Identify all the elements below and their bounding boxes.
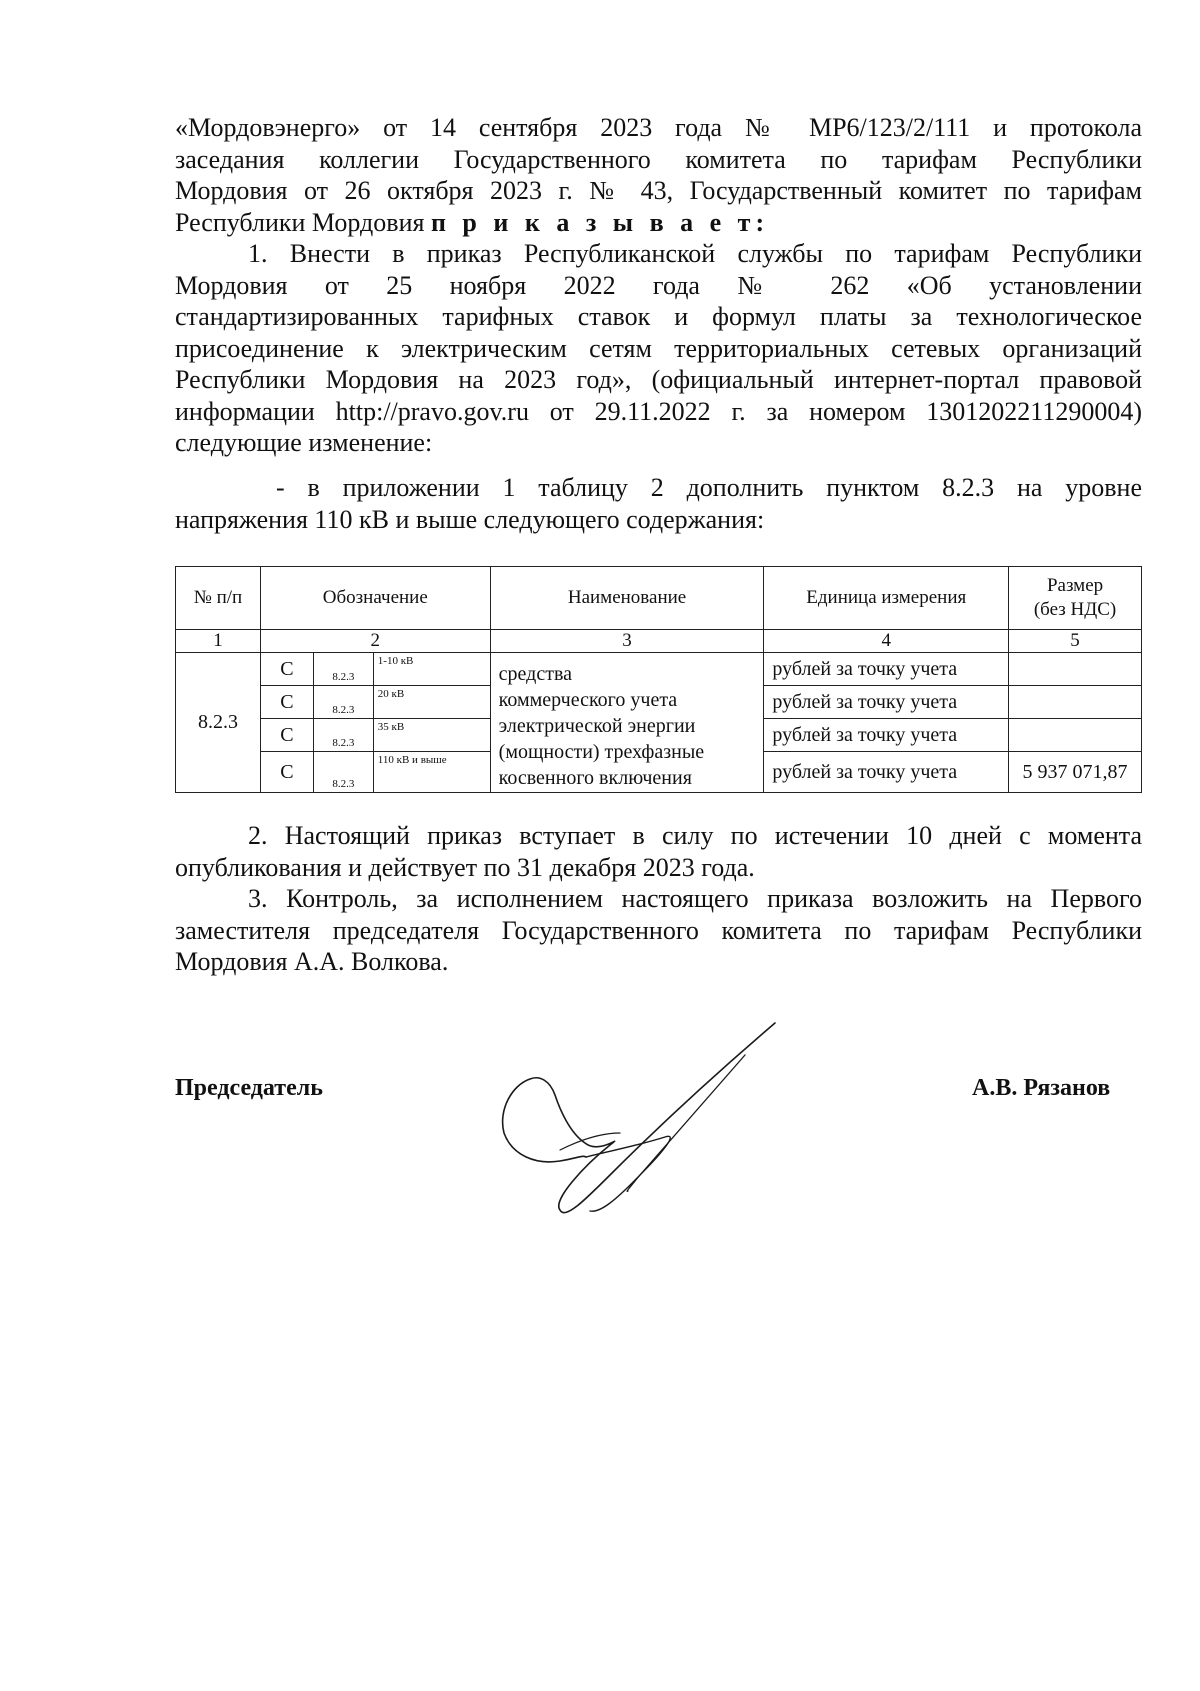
table-header-row [176, 567, 1142, 630]
text-line: Республики Мордовия на 2023 год», (официальный интернет-портал правовой [175, 365, 1142, 394]
text-line: напряжения 110 кВ и выше следующего содержания: [175, 504, 765, 534]
signer-position: Председатель [175, 1075, 323, 1101]
text-line: информации http://pravo.gov.ru от 29.11.2022 г. за номером 1301202211290004) [175, 396, 1142, 426]
item-2-paragraph [175, 820, 1142, 883]
name-line: косвенного включения [498, 767, 692, 789]
order-word: п р и к а з ы в а е т: [430, 207, 770, 237]
unit-cell: рублей за точку учета [764, 686, 1009, 719]
voltage-cell: 35 кВ [373, 719, 490, 752]
text-line: 1. Внести в приказ Республиканской службы по тарифам Республики [248, 239, 1142, 268]
item-3-paragraph [175, 883, 1142, 978]
text-line: заместителя председателя Государственного комитета по тарифам Республики [175, 915, 1142, 945]
text-line [175, 207, 1142, 239]
name-line: электрической энергии [498, 715, 696, 737]
name-line: коммерческого учета [498, 689, 678, 711]
text-fragment: Республики Мордовия [175, 207, 431, 237]
text-line: 3. Контроль, за исполнением настоящего приказа возложить на Первого [248, 884, 1142, 913]
item-1-sub-paragraph [175, 472, 1142, 535]
header-size-line2: (без НДС) [1033, 599, 1117, 620]
value-cell [1009, 653, 1142, 686]
header-cell-unit: Единица измерения [764, 567, 1009, 630]
text-line: стандартизированных тарифных ставок и формул платы за технологическое [175, 302, 1142, 331]
unit-cell: рублей за точку учета [764, 719, 1009, 752]
voltage-cell: 110 кВ и выше [373, 752, 490, 793]
text-line: присоединение к электрическим сетям территориальных сетевых организаций [175, 333, 1142, 363]
value-cell [1009, 686, 1142, 719]
text-line: следующие изменение: [175, 428, 433, 457]
header-cell-designation: Обозначение [260, 567, 490, 630]
value-cell: 5 937 071,87 [1009, 752, 1142, 793]
text-line: Мордовия от 26 октября 2023 г. № 43, Государственный комитет по тарифам [175, 176, 1142, 205]
column-number: 5 [1009, 630, 1142, 653]
table-row [176, 653, 1142, 686]
column-number: 4 [764, 630, 1009, 653]
code-cell: 8.2.3 [313, 653, 373, 686]
text-line: - в приложении 1 таблицу 2 дополнить пунктом 8.2.3 на уровне [276, 473, 1142, 502]
text-line: Мордовия А.А. Волкова. [175, 947, 449, 976]
column-number: 1 [176, 630, 261, 653]
text-line: опубликования и действует по 31 декабря 2023 года. [175, 852, 755, 882]
header-cell-size [1009, 567, 1142, 630]
row-number-cell: 8.2.3 [176, 653, 261, 793]
text-line: 2. Настоящий приказ вступает в силу по истечении 10 дней с момента [248, 821, 1142, 850]
item-1-paragraph [175, 238, 1142, 459]
symbol-cell: С [260, 653, 313, 686]
text-line: «Мордовэнерго» от 14 сентября 2023 года № МР6/123/2/111 и протокола [175, 113, 1142, 142]
text-line: Мордовия от 25 ноября 2022 года № 262 «Об установлении [175, 270, 1142, 300]
voltage-cell: 1-10 кВ [373, 653, 490, 686]
code-cell: 8.2.3 [313, 686, 373, 719]
handwritten-signature [490, 1015, 790, 1215]
header-cell-name: Наименование [490, 567, 764, 630]
voltage-cell: 20 кВ [373, 686, 490, 719]
unit-cell: рублей за точку учета [764, 653, 1009, 686]
column-number: 3 [490, 630, 764, 653]
name-line: (мощности) трехфазные [498, 741, 705, 763]
symbol-cell: С [260, 686, 313, 719]
code-cell: 8.2.3 [313, 719, 373, 752]
header-cell-number: № п/п [176, 567, 261, 630]
code-cell: 8.2.3 [313, 752, 373, 793]
column-number-row [176, 630, 1142, 653]
text-line: заседания коллегии Государственного комитета по тарифам Республики [175, 144, 1142, 174]
symbol-cell: С [260, 719, 313, 752]
intro-paragraph [175, 112, 1142, 238]
value-cell [1009, 719, 1142, 752]
name-line: средства [498, 663, 572, 685]
header-size-line1: Размер [1046, 575, 1104, 596]
name-cell [490, 653, 764, 793]
column-number: 2 [260, 630, 490, 653]
symbol-cell: С [260, 752, 313, 793]
tariff-table [175, 566, 1142, 793]
unit-cell: рублей за точку учета [764, 752, 1009, 793]
signer-name: А.В. Рязанов [972, 1075, 1111, 1101]
